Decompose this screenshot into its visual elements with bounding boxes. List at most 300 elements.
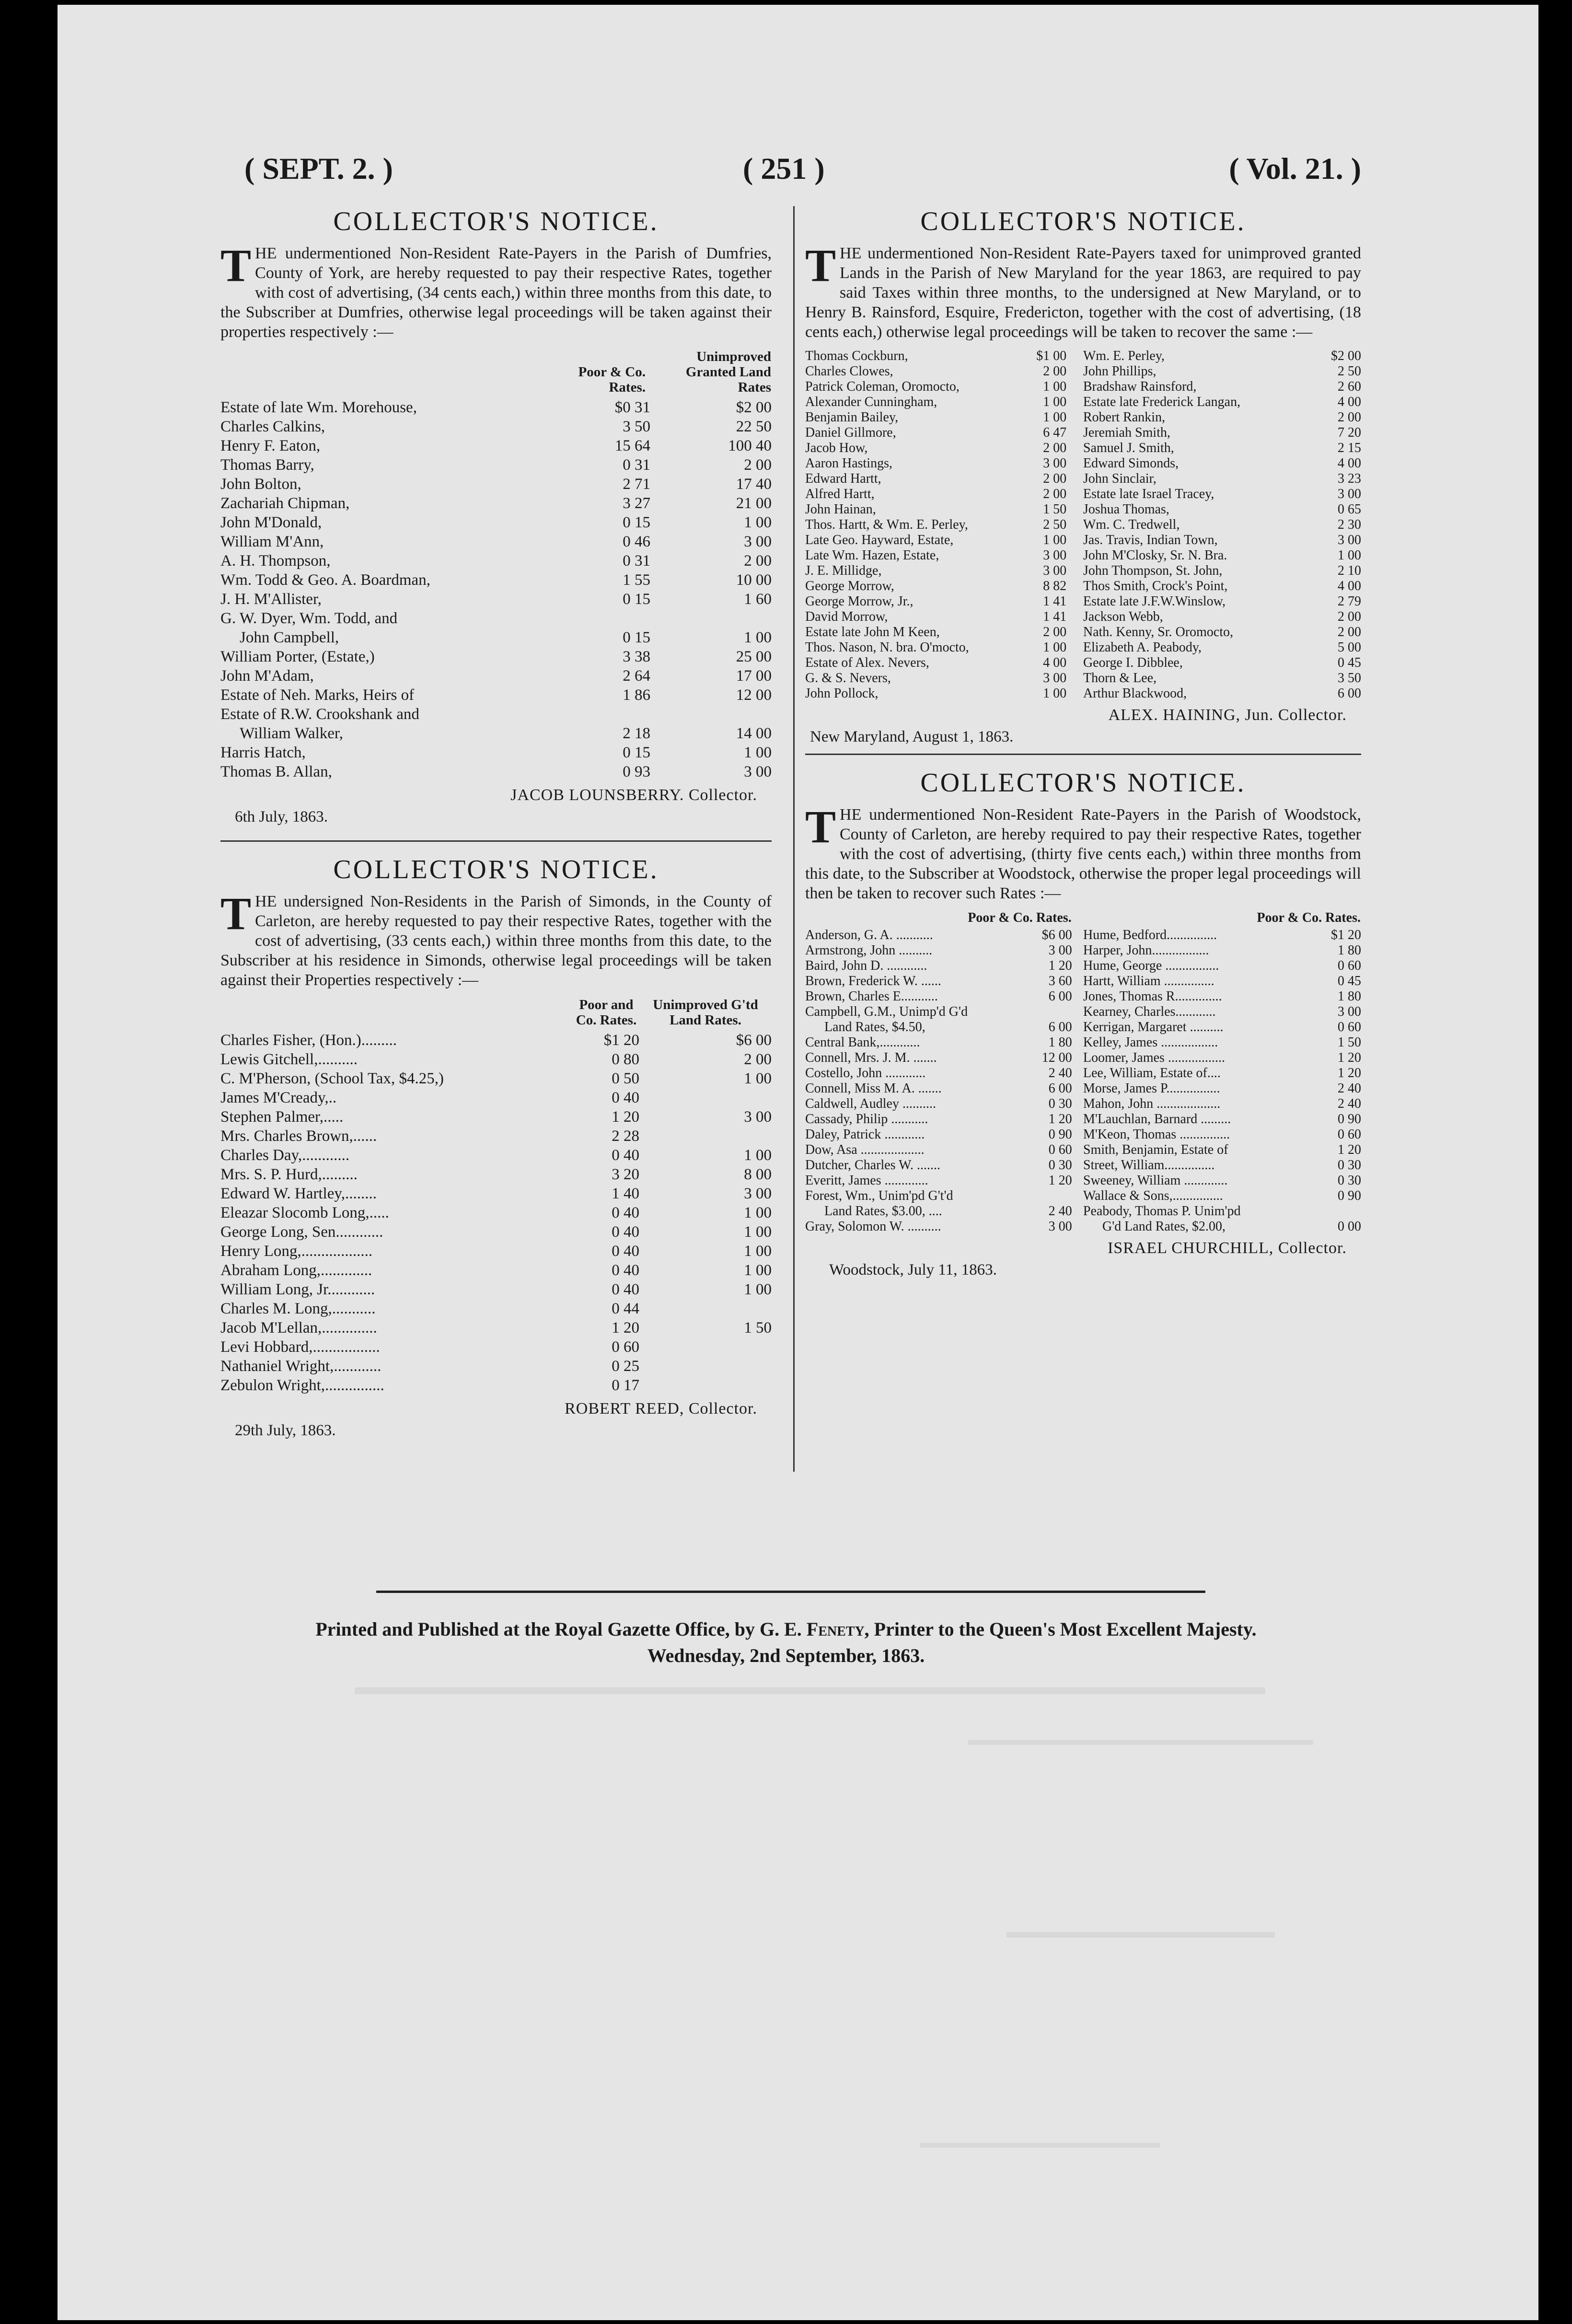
rate-amount: 1 20	[1338, 1050, 1361, 1065]
table-row	[805, 1004, 1361, 1020]
rate-amount: 8 82	[1043, 579, 1067, 593]
land-rate: 21 00	[736, 495, 772, 512]
rate-amount: 4 00	[1338, 456, 1361, 471]
payer-name: Estate late Frederick Langan,	[1083, 395, 1241, 409]
collector-signature: ISRAEL CHURCHILL, Collector.	[1108, 1239, 1347, 1257]
payer-name: Smith, Benjamin, Estate of	[1083, 1142, 1228, 1157]
drop-cap: T	[805, 240, 836, 291]
payer-name: Street, William...............	[1083, 1158, 1215, 1173]
rate-amount: 0 45	[1338, 655, 1361, 670]
rate-amount: 3 00	[1043, 456, 1067, 471]
payer-name: Charles Day,............	[220, 1147, 350, 1164]
poor-rate: 0 15	[623, 591, 650, 608]
poor-rate: 1 86	[623, 686, 650, 704]
table-row	[805, 1188, 1361, 1204]
table-row	[805, 456, 1361, 471]
rate-amount: 2 00	[1338, 410, 1361, 425]
rate-amount: 2 00	[1043, 441, 1067, 455]
payer-name: Edward W. Hartley,........	[220, 1185, 377, 1202]
land-rate: 3 00	[744, 1108, 772, 1126]
poor-rate: 2 18	[623, 725, 650, 742]
table-row	[805, 1035, 1361, 1050]
poor-rate: 0 40	[612, 1223, 639, 1241]
poor-rate: 0 25	[612, 1358, 639, 1375]
rate-amount: 4 00	[1338, 395, 1361, 409]
table-row	[805, 502, 1361, 517]
poor-rate: 0 50	[612, 1070, 639, 1087]
table-row	[220, 1107, 772, 1127]
payer-name: Thomas Barry,	[220, 456, 314, 474]
column-header: Unimproved Granted Land Rates	[685, 349, 771, 395]
table-row	[805, 441, 1361, 456]
land-rate: 1 00	[744, 1204, 772, 1221]
land-rate: 1 00	[744, 514, 772, 531]
poor-rate: 3 20	[612, 1166, 639, 1183]
poor-rate: 0 44	[612, 1300, 639, 1317]
rate-amount: 6 47	[1043, 425, 1067, 440]
payer-name: Land Rates, $3.00, ....	[824, 1204, 942, 1219]
payer-name: Estate of late Wm. Morehouse,	[220, 399, 417, 416]
table-row	[220, 551, 772, 570]
payer-name: Nath. Kenny, Sr. Oromocto,	[1083, 625, 1234, 639]
payer-name: Arthur Blackwood,	[1083, 686, 1187, 701]
rate-amount: 1 41	[1043, 609, 1067, 624]
notice-body	[220, 240, 772, 342]
poor-rate: 2 28	[612, 1127, 639, 1145]
land-rate: 14 00	[736, 725, 772, 742]
payer-name: Dow, Asa ...................	[805, 1142, 925, 1157]
drop-cap: T	[220, 240, 252, 291]
payer-name: William M'Ann,	[220, 533, 324, 550]
table-row	[805, 579, 1361, 594]
rate-amount: 0 30	[1048, 1096, 1072, 1111]
rate-amount: 0 90	[1338, 1112, 1361, 1127]
table-row	[220, 398, 772, 417]
payer-name: Wm. Todd & Geo. A. Boardman,	[220, 571, 430, 589]
table-row	[805, 609, 1361, 625]
poor-rate	[573, 705, 650, 724]
notice-title: COLLECTOR'S NOTICE.	[920, 768, 1246, 798]
rate-amount: 1 20	[1048, 1112, 1072, 1127]
payer-name: John Hainan,	[805, 502, 876, 517]
notice-text: HE undermentioned Non-Resident Rate-Payers in the Parish of Woodstock, County of Carleton, are hereby required to pay their respective Rates, together with the cost of advertising, (thirty five cents each,) within three months from this date, to the Subscriber at Woodstock, otherwise the proper legal proceedings will then be taken to recover such Rates :—	[805, 806, 1361, 902]
publisher-title: , Printer to the Queen's Most Excellent Majesty.	[864, 1618, 1257, 1640]
table-row	[220, 743, 772, 762]
rate-amount: 1 00	[1043, 686, 1067, 701]
rate-amount: 3 60	[1048, 974, 1072, 988]
rate-amount: 7 20	[1338, 425, 1361, 440]
rate-amount: 3 00	[1043, 671, 1067, 686]
table-row	[805, 1020, 1361, 1035]
table-row	[220, 1031, 772, 1050]
table-row	[220, 666, 772, 686]
poor-rate: 0 80	[612, 1051, 639, 1068]
table-row	[220, 1127, 772, 1146]
payer-name: John M'Closky, Sr. N. Bra.	[1083, 548, 1227, 563]
payer-name: Charles Fisher, (Hon.).........	[220, 1032, 397, 1049]
rate-amount: 0 00	[1338, 1219, 1361, 1234]
payer-name: William Walker,	[240, 725, 343, 742]
payer-name: John M'Donald,	[220, 514, 322, 531]
rate-amount: 2 50	[1338, 364, 1361, 379]
land-rate: $2 00	[736, 399, 772, 416]
table-row	[805, 1050, 1361, 1066]
rate-amount: 0 60	[1338, 958, 1361, 973]
issue-date: ( SEPT. 2. )	[244, 151, 393, 186]
poor-rate: 0 40	[612, 1281, 639, 1298]
payer-name: Bradshaw Rainsford,	[1083, 379, 1197, 394]
payer-name: George Morrow,	[805, 579, 894, 593]
payer-name: Kelley, James .................	[1083, 1035, 1218, 1050]
rate-amount: 3 50	[1338, 671, 1361, 686]
rate-amount: 3 00	[1338, 1004, 1361, 1019]
payer-name: Daniel Gillmore,	[805, 425, 896, 440]
table-row	[805, 1112, 1361, 1127]
payer-name: William Long, Jr............	[220, 1281, 375, 1298]
land-rate	[639, 1088, 772, 1107]
payer-name: Estate of Alex. Nevers,	[805, 655, 929, 670]
land-rate	[650, 705, 772, 724]
notice-body	[805, 801, 1361, 903]
poor-rate: 3 50	[623, 418, 650, 435]
payer-name: John Campbell,	[240, 629, 339, 646]
payer-name: Estate of Neh. Marks, Heirs of	[220, 686, 415, 704]
payer-name: Thorn & Lee,	[1083, 671, 1157, 686]
payer-name: Estate late John M Keen,	[805, 625, 940, 639]
payer-name: Everitt, James .............	[805, 1173, 928, 1188]
table-row	[220, 1069, 772, 1088]
table-row	[220, 590, 772, 609]
land-rate: 12 00	[736, 686, 772, 704]
land-rate: 22 50	[736, 418, 772, 435]
payer-name: Connell, Miss M. A. .......	[805, 1081, 942, 1096]
rate-amount: 3 00	[1043, 548, 1067, 563]
poor-rate: 0 31	[623, 552, 650, 569]
table-row	[220, 1280, 772, 1299]
payer-name: John Phillips,	[1083, 364, 1156, 379]
table-row	[220, 1203, 772, 1222]
column-header: Unimproved G'td Land Rates.	[653, 997, 758, 1028]
land-rate: 1 00	[744, 1243, 772, 1260]
column-header: Poor & Co. Rates.	[578, 364, 646, 395]
rate-amount: 1 20	[1338, 1142, 1361, 1157]
land-rate: 1 00	[744, 1223, 772, 1241]
rate-amount: 1 80	[1048, 1035, 1072, 1050]
publisher-text: Printed and Published at the Royal Gazette Office, by G. E.	[315, 1618, 802, 1640]
land-rate: 3 00	[744, 533, 772, 550]
table-row	[805, 487, 1361, 502]
rate-amount: 1 00	[1043, 395, 1067, 409]
land-rate: 8 00	[744, 1166, 772, 1183]
poor-rate: 0 31	[623, 456, 650, 474]
rate-amount: 1 20	[1048, 1173, 1072, 1188]
collector-signature: ROBERT REED, Collector.	[565, 1400, 757, 1418]
rate-amount	[1006, 1188, 1072, 1204]
rate-amount: 6 00	[1048, 1020, 1072, 1034]
payer-name: Late Geo. Hayward, Estate,	[805, 533, 954, 547]
poor-rate: 1 20	[612, 1319, 639, 1336]
section-rule	[805, 754, 1361, 755]
table-row	[220, 762, 772, 781]
payer-name: Mrs. Charles Brown,......	[220, 1127, 377, 1145]
land-rate: 3 00	[744, 763, 772, 780]
notice-body	[805, 240, 1361, 342]
payer-name: Brown, Frederick W. ......	[805, 974, 941, 988]
table-row	[805, 943, 1361, 958]
table-row	[220, 1318, 772, 1337]
table-row	[805, 349, 1361, 364]
payer-name: Dutcher, Charles W. .......	[805, 1158, 940, 1173]
payer-name: Jacob M'Lellan,..............	[220, 1319, 377, 1336]
land-rate	[639, 1127, 772, 1146]
payer-name: Central Bank,............	[805, 1035, 920, 1050]
land-rate	[639, 1299, 772, 1318]
rate-amount: 2 79	[1338, 594, 1361, 609]
payer-name: Jas. Travis, Indian Town,	[1083, 533, 1218, 547]
payer-name: Harris Hatch,	[220, 744, 306, 761]
payer-name: Edward Hartt,	[805, 471, 881, 486]
table-row	[805, 379, 1361, 395]
rate-amount: 2 00	[1043, 364, 1067, 379]
poor-rate: 2 64	[623, 667, 650, 685]
payer-name: Estate late J.F.W.Winslow,	[1083, 594, 1226, 609]
payer-name: Brown, Charles E...........	[805, 989, 938, 1004]
rate-amount: 6 00	[1048, 989, 1072, 1004]
table-row	[805, 395, 1361, 410]
table-row	[805, 1158, 1361, 1173]
table-row	[220, 1165, 772, 1184]
table-row	[220, 494, 772, 513]
payer-name: Levi Hobbard,.................	[220, 1338, 380, 1356]
payer-name: Thos. Nason, N. bra. O'mocto,	[805, 640, 969, 655]
rate-amount: 2 00	[1338, 625, 1361, 639]
notice-dumfries	[220, 206, 772, 826]
table-row	[805, 958, 1361, 974]
table-row	[220, 686, 772, 705]
payer-name: Samuel J. Smith,	[1083, 441, 1174, 455]
table-row	[220, 609, 772, 628]
land-rate: 3 00	[744, 1185, 772, 1202]
payer-name: George Morrow, Jr.,	[805, 594, 913, 609]
drop-cap: T	[220, 888, 252, 939]
payer-name: Cassady, Philip ...........	[805, 1112, 928, 1127]
payer-name: Benjamin Bailey,	[805, 410, 899, 425]
rate-amount: 5 00	[1338, 640, 1361, 655]
payer-name: John Sinclair,	[1083, 471, 1156, 486]
payer-name: M'Keon, Thomas ...............	[1083, 1127, 1230, 1142]
payer-name: Abraham Long,.............	[220, 1262, 372, 1279]
rate-amount: 1 41	[1043, 594, 1067, 609]
payer-name: Lee, William, Estate of....	[1083, 1066, 1221, 1081]
rate-amount: 2 40	[1048, 1204, 1072, 1219]
payer-name: Eleazar Slocomb Long,.....	[220, 1204, 389, 1221]
payer-name: G. W. Dyer, Wm. Todd, and	[220, 610, 398, 627]
table-row	[220, 1050, 772, 1069]
table-row	[805, 1142, 1361, 1158]
rate-amount	[1306, 1204, 1361, 1219]
table-row	[220, 455, 772, 475]
table-row	[220, 532, 772, 551]
payer-name: Lewis Gitchell,..........	[220, 1051, 358, 1068]
payer-name: Hume, Bedford...............	[1083, 928, 1217, 942]
land-rate: 1 00	[744, 629, 772, 646]
rate-amount: 2 10	[1338, 563, 1361, 578]
rate-amount	[1006, 1004, 1072, 1020]
rate-amount: $2 00	[1331, 349, 1361, 363]
payer-name: J. H. M'Allister,	[220, 591, 322, 608]
poor-rate: 0 60	[612, 1338, 639, 1356]
rate-amount: 0 30	[1338, 1173, 1361, 1188]
rate-amount: 6 00	[1048, 1081, 1072, 1096]
payer-name: Kerrigan, Margaret ..........	[1083, 1020, 1224, 1034]
payer-name: Connell, Mrs. J. M. .......	[805, 1050, 937, 1065]
poor-rate: 0 40	[612, 1243, 639, 1260]
land-rate	[650, 609, 772, 628]
table-row	[220, 1242, 772, 1261]
rate-amount: 6 00	[1338, 686, 1361, 701]
rate-amount: 0 65	[1338, 502, 1361, 517]
rate-amount: 12 00	[1041, 1050, 1072, 1065]
table-row	[805, 655, 1361, 671]
rate-amount: 3 00	[1048, 943, 1072, 958]
table-row	[805, 517, 1361, 533]
payer-name: Thos Smith, Crock's Point,	[1083, 579, 1228, 593]
notice-title: COLLECTOR'S NOTICE.	[333, 855, 659, 884]
table-row	[805, 928, 1361, 943]
payer-name: Estate of R.W. Crookshank and	[220, 706, 419, 723]
payer-name: Jackson Webb,	[1083, 609, 1163, 624]
rate-amount: 2 00	[1338, 609, 1361, 624]
poor-rate: 0 40	[612, 1089, 639, 1106]
payer-name: Late Wm. Hazen, Estate,	[805, 548, 939, 563]
land-rate: 100 40	[728, 437, 772, 454]
payer-name: Nathaniel Wright,............	[220, 1358, 381, 1375]
rate-amount: $1 00	[1036, 349, 1067, 363]
right-column	[805, 206, 1361, 1279]
poor-rate: 0 40	[612, 1147, 639, 1164]
payer-name: Edward Simonds,	[1083, 456, 1179, 471]
payer-name: Thomas Cockburn,	[805, 349, 908, 363]
payer-name: Daley, Patrick ............	[805, 1127, 925, 1142]
table-row	[805, 1127, 1361, 1142]
rate-amount: 2 30	[1338, 517, 1361, 532]
publisher-name: Fenety	[806, 1618, 865, 1640]
land-rate: 2 00	[744, 456, 772, 474]
poor-rate: 0 40	[612, 1262, 639, 1279]
payer-name: Alexander Cunningham,	[805, 395, 937, 409]
payer-name: Joshua Thomas,	[1083, 502, 1169, 517]
notice-date: New Maryland, August 1, 1863.	[810, 728, 1014, 745]
payer-name: Stephen Palmer,.....	[220, 1108, 344, 1126]
poor-rate: 0 15	[623, 514, 650, 531]
poor-rate: 0 93	[623, 763, 650, 780]
table-row	[805, 1066, 1361, 1081]
poor-rate: 0 15	[623, 629, 650, 646]
column-header: Poor & Co. Rates.	[968, 910, 1072, 925]
table-row	[220, 1261, 772, 1280]
rate-amount: 1 80	[1338, 943, 1361, 958]
rate-amount: 0 60	[1338, 1020, 1361, 1034]
payer-name: Jeremiah Smith,	[1083, 425, 1170, 440]
payer-name: Kearney, Charles............	[1083, 1004, 1216, 1019]
payer-name: Wm. E. Perley,	[1083, 349, 1165, 363]
rate-amount: 1 50	[1043, 502, 1067, 517]
table-row	[220, 1146, 772, 1165]
rate-amount: $1 20	[1331, 928, 1361, 942]
table-row	[805, 425, 1361, 441]
rate-amount: 2 00	[1043, 471, 1067, 486]
payer-name: Anderson, G. A. ...........	[805, 928, 933, 942]
land-rate: 17 00	[736, 667, 772, 685]
payer-name: Morse, James P................	[1083, 1081, 1220, 1096]
rate-amount: 3 00	[1338, 533, 1361, 547]
payer-name: Gray, Solomon W. ..........	[805, 1219, 941, 1234]
poor-rate: 3 38	[623, 648, 650, 665]
rate-amount: 2 40	[1338, 1096, 1361, 1111]
poor-rate: 0 17	[612, 1377, 639, 1394]
payer-name: G. & S. Nevers,	[805, 671, 891, 686]
table-row	[220, 1222, 772, 1242]
table-row	[220, 570, 772, 590]
poor-rate: 2 71	[623, 476, 650, 493]
payer-name: A. H. Thompson,	[220, 552, 331, 569]
table-row	[805, 594, 1361, 609]
payer-name: Thos. Hartt, & Wm. E. Perley,	[805, 517, 968, 532]
payer-name: William Porter, (Estate,)	[220, 648, 375, 665]
rate-amount: 4 00	[1338, 579, 1361, 593]
payer-name: Harper, John.................	[1083, 943, 1209, 958]
payer-name: Charles Calkins,	[220, 418, 325, 435]
rate-amount: 2 50	[1043, 517, 1067, 532]
column-divider	[793, 206, 795, 1472]
table-row	[805, 1081, 1361, 1096]
collector-signature: JACOB LOUNSBERRY. Collector.	[510, 786, 757, 804]
payer-name: Robert Rankin,	[1083, 410, 1166, 425]
payer-name: Alfred Hartt,	[805, 487, 875, 501]
table-row	[220, 628, 772, 647]
rate-amount: 1 00	[1338, 548, 1361, 563]
table-row	[805, 671, 1361, 686]
land-rate: 1 60	[744, 591, 772, 608]
rate-amount: 0 30	[1338, 1158, 1361, 1173]
payer-name: Zachariah Chipman,	[220, 495, 350, 512]
payer-name: Mrs. S. P. Hurd,.........	[220, 1166, 358, 1183]
payer-name: Henry Long,..................	[220, 1243, 373, 1260]
land-rate: 2 00	[744, 552, 772, 569]
land-rate: 10 00	[736, 571, 772, 589]
payer-name: Campbell, G.M., Unimp'd G'd	[805, 1004, 968, 1019]
payer-name: Hume, George ................	[1083, 958, 1219, 973]
notice-simonds	[220, 854, 772, 1440]
payer-name: George I. Dibblee,	[1083, 655, 1183, 670]
rate-amount: 1 00	[1043, 533, 1067, 547]
payer-name: Costello, John ............	[805, 1066, 926, 1081]
payer-name: Loomer, James .................	[1083, 1050, 1225, 1065]
notice-date: 29th July, 1863.	[235, 1422, 336, 1439]
collector-signature: ALEX. HAINING, Jun. Collector.	[1108, 706, 1347, 724]
rate-amount: 1 00	[1043, 410, 1067, 425]
payer-name: G'd Land Rates, $2.00,	[1102, 1219, 1226, 1234]
payer-name: Elizabeth A. Peabody,	[1083, 640, 1202, 655]
publisher-line	[192, 1618, 1380, 1640]
poor-rate: 1 40	[612, 1185, 639, 1202]
drop-cap: T	[805, 801, 836, 852]
payer-name: Zebulon Wright,...............	[220, 1377, 384, 1394]
rates-table	[220, 349, 772, 781]
land-rate	[639, 1357, 772, 1376]
footer-rule	[376, 1591, 1205, 1593]
payer-name: Estate late Israel Tracey,	[1083, 487, 1214, 501]
